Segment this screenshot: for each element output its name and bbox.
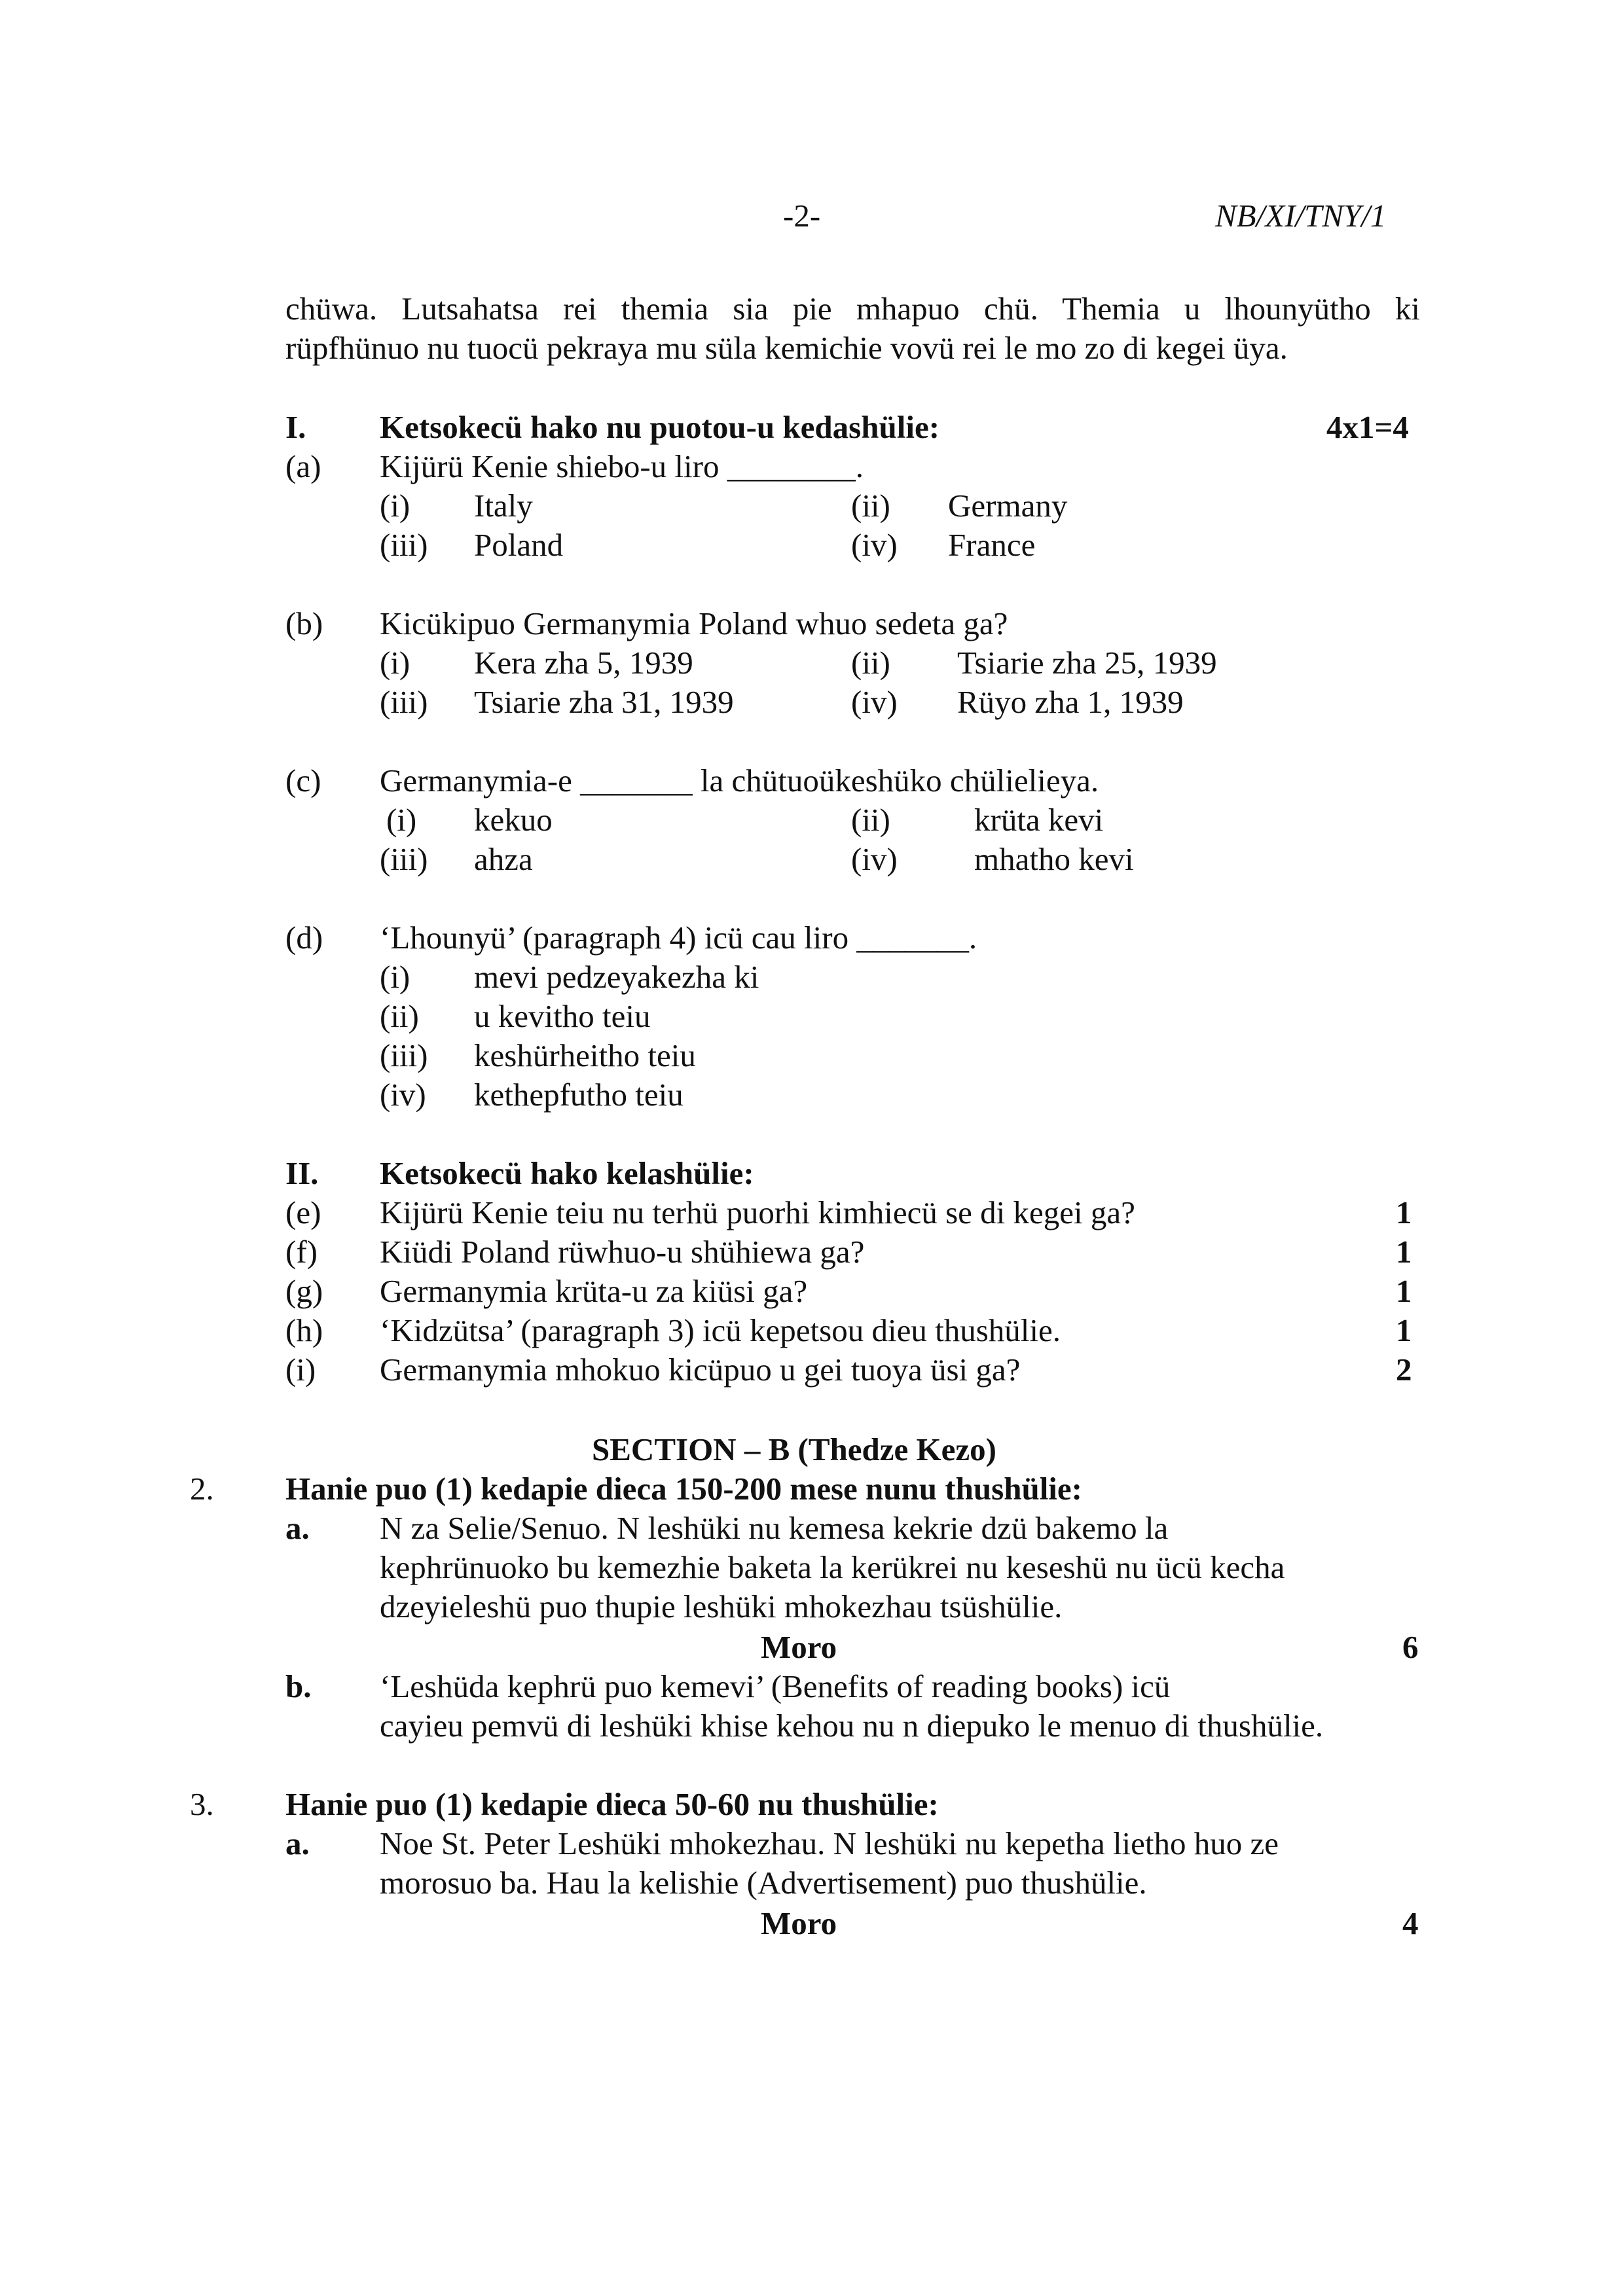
question-marks: 1	[1396, 1234, 1412, 1270]
question-text: Kijürü Kenie teiu nu terhü puorhi kimhiecü se di kegei ga?	[380, 1194, 1135, 1230]
option-number: (iv)	[851, 841, 898, 877]
part1-marks: 4x1=4	[1326, 409, 1409, 445]
question-text: Kicükipuo Germanymia Poland whuo sedeta ga?	[380, 605, 1008, 641]
option-text: Tsiarie zha 25, 1939	[957, 645, 1217, 681]
option-text: keshürheitho teiu	[474, 1037, 696, 1073]
option-text: Italy	[474, 488, 533, 524]
part1-heading: Ketsokecü hako nu puotou-u kedashülie:	[380, 409, 940, 445]
question-letter: (g)	[285, 1273, 323, 1309]
question-text: ‘Kidzütsa’ (paragraph 3) icü kepetsou dieu thushülie.	[380, 1312, 1061, 1348]
option-number: (i)	[380, 959, 410, 995]
option-number: (i)	[386, 802, 417, 838]
part2-numeral: II.	[285, 1155, 319, 1191]
option-label: a.	[285, 1510, 310, 1546]
option-number: (iv)	[851, 527, 898, 563]
question-marks: 2	[1396, 1352, 1412, 1388]
option-number: (ii)	[851, 802, 890, 838]
section-b-title: SECTION – B (Thedze Kezo)	[592, 1431, 996, 1467]
q2-b-line: cayieu pemvü di leshüki khise kehou nu n diepuko le menuo di thushülie.	[380, 1708, 1324, 1744]
option-number: (ii)	[380, 998, 419, 1034]
option-text: Rüyo zha 1, 1939	[957, 684, 1184, 720]
or-label: Moro	[761, 1629, 837, 1665]
question-text: Germanymia mhokuo kicüpuo u gei tuoya üsi ga?	[380, 1352, 1021, 1388]
question-text: Germanymia krüta-u za kiüsi ga?	[380, 1273, 808, 1309]
option-text: France	[948, 527, 1036, 563]
q2-a-line: kephrünuoko bu kemezhie baketa la kerükrei nu keseshü nu ücü kecha	[380, 1549, 1285, 1585]
part2-heading: Ketsokecü hako kelashülie:	[380, 1155, 754, 1191]
option-text: ahza	[474, 841, 533, 877]
option-text: Poland	[474, 527, 564, 563]
option-text: kekuo	[474, 802, 553, 838]
option-text: u kevitho teiu	[474, 998, 651, 1034]
question-number: 2.	[190, 1471, 214, 1507]
option-number: (ii)	[851, 645, 890, 681]
option-text: Germany	[948, 488, 1068, 524]
question-text: Kiüdi Poland rüwhuo-u shühiewa ga?	[380, 1234, 865, 1270]
q3-a-line: morosuo ba. Hau la kelishie (Advertisement) puo thushülie.	[380, 1865, 1147, 1901]
question-marks: 1	[1396, 1194, 1412, 1230]
or-label: Moro	[761, 1905, 837, 1941]
question-letter: (e)	[285, 1194, 321, 1230]
q2-a-line: N za Selie/Senuo. N leshüki nu kemesa kekrie dzü bakemo la	[380, 1510, 1169, 1546]
option-number: (iii)	[380, 1037, 428, 1073]
paper-code: NB/XI/TNY/1	[1215, 198, 1387, 234]
option-label: a.	[285, 1825, 310, 1861]
option-label: b.	[285, 1668, 312, 1704]
question-marks: 1	[1396, 1312, 1412, 1348]
q2-heading: Hanie puo (1) kedapie dieca 150-200 mese nunu thushülie:	[285, 1471, 1082, 1507]
option-text: mhatho kevi	[974, 841, 1134, 877]
option-text: Kera zha 5, 1939	[474, 645, 693, 681]
option-text: krüta kevi	[974, 802, 1104, 838]
q2-a-line: dzeyieleshü puo thupie leshüki mhokezhau tsüshülie.	[380, 1588, 1063, 1624]
question-marks: 4	[1402, 1905, 1419, 1941]
question-letter: (c)	[285, 762, 321, 798]
question-text: Kijürü Kenie shiebo-u liro ________.	[380, 448, 864, 484]
page-number: -2-	[783, 198, 821, 234]
q3-a-line: Noe St. Peter Leshüki mhokezhau. N leshüki nu kepetha lietho huo ze	[380, 1825, 1279, 1861]
option-number: (iii)	[380, 684, 428, 720]
q3-heading: Hanie puo (1) kedapie dieca 50-60 nu thushülie:	[285, 1786, 939, 1822]
question-letter: (d)	[285, 920, 323, 956]
part1-numeral: I.	[285, 409, 306, 445]
question-letter: (h)	[285, 1312, 323, 1348]
question-number: 3.	[190, 1786, 214, 1822]
question-letter: (i)	[285, 1352, 316, 1388]
question-letter: (f)	[285, 1234, 318, 1270]
option-text: Tsiarie zha 31, 1939	[474, 684, 734, 720]
intro-line-2: rüpfhünuo nu tuocü pekraya mu süla kemichie vovü rei le mo zo di kegei üya.	[285, 330, 1288, 366]
question-text: Germanymia-e _______ la chütuoükeshüko chülielieya.	[380, 762, 1099, 798]
question-letter: (b)	[285, 605, 323, 641]
option-text: mevi pedzeyakezha ki	[474, 959, 759, 995]
option-number: (iii)	[380, 841, 428, 877]
q2-b-line: ‘Leshüda kephrü puo kemevi’ (Benefits of reading books) icü	[380, 1668, 1171, 1704]
option-text: kethepfutho teiu	[474, 1077, 684, 1113]
option-number: (iv)	[851, 684, 898, 720]
option-number: (ii)	[851, 488, 890, 524]
option-number: (i)	[380, 488, 410, 524]
question-letter: (a)	[285, 448, 321, 484]
question-text: ‘Lhounyü’ (paragraph 4) icü cau liro _______.	[380, 920, 977, 956]
option-number: (iii)	[380, 527, 428, 563]
question-marks: 6	[1402, 1629, 1419, 1665]
option-number: (i)	[380, 645, 410, 681]
intro-line-1: chüwa. Lutsahatsa rei themia sia pie mhapuo chü. Themia u lhounyütho ki	[285, 291, 1420, 327]
question-marks: 1	[1396, 1273, 1412, 1309]
option-number: (iv)	[380, 1077, 426, 1113]
